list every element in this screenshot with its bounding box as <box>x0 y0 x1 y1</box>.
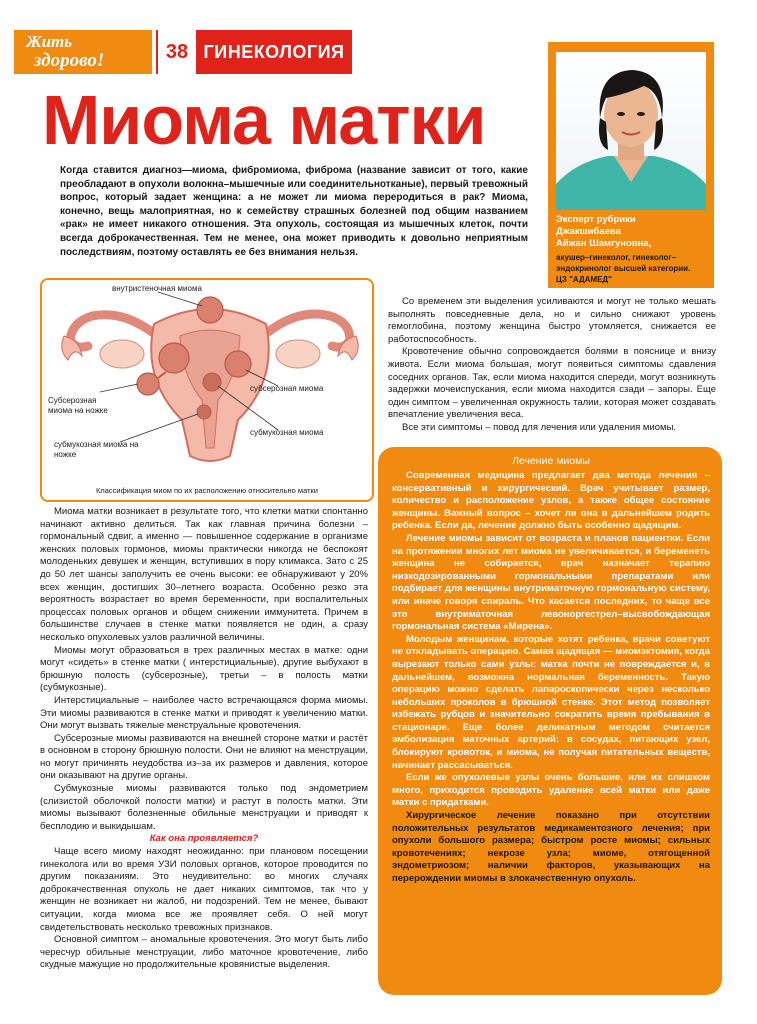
expert-surname: Джакшибаева <box>556 226 621 237</box>
paragraph: Чаще всего миому находят неожиданно: при плановом посещении гинеколога или во время УЗИ половых органов, которое проводится по другим показаниям. Это неудивительно: во многих случаях доброкачественная опухоль не дает никаких симптомов, так что у женщин не возникает ни жалоб, ни подозрений. Тем не менее, бывают ситуации, когда миома все же проявляет себя. О ней могут свидетельствовать несколько тревожных признаков. <box>40 846 368 933</box>
left-column-text <box>40 506 368 972</box>
article-lead: Когда ставится диагноз—миома, фибромиома, фиброма (название зависит от того, какие преобладают в опухоли волокна–мышечные или соединительнотканые), первый тревожный вопрос, который задает женщина: а не может ли миома переродиться в рак? Миома, конечно, вещь малоприятная, но к семейству страшных болезней под общим названием «рак» не имеет никакого отношения. Эта опухоль, состоящая из мышечных клеток, почти всегда доброкачественная. Тем не менее, она может приводить к довольно неприятным последствиям, поэтому оставлять ее без внимания нельзя. <box>60 165 528 258</box>
paragraph: Миома матки возникает в результате того, что клетки матки спонтанно начинают активно делиться. Так как главная причина болезни – гормональный сдвиг, а именно — повышенное содержание в организме женских половых гормонов, миомы практически никогда не беспокоят молоденьких девушек и женщин, вступивших в пору климакса. Зато с 25 до 50 лет шансы заполучить ее очень высоки: ее обнаруживают у 20% всех женщин, достигших 30–летнего возраста. Особенно резко эта вероятность возрастает во время беременности, при воспалительных процессах половых органов и общем снижении иммунитета. Причем в большинстве случаев в стенке матки появляется не один, а сразу несколько опухолевых узлов различной величины. <box>40 506 368 643</box>
subheading: Как она проявляется? <box>149 833 259 845</box>
label-subserous: субсерозная миома <box>250 384 324 393</box>
label-submucous-stalk: субмукозная миома на ножке <box>54 440 139 459</box>
paragraph: Субмукозные миомы развиваются только под эндометрием (слизистой оболочкой полости матки) и растут в полость матки. Эти миомы вызывают болезненные обильные менструации и приводят к бесплодию и выкидышам. <box>40 783 368 832</box>
treatment-paragraph: Молодым женщинам, которые хотят ребенка, врачи советуют не откладывать операцию. Самая щадящая — миомэктомия, когда вырезают только сами узлы: матка почти не повреждается и, в дальнейшем, возможна нормальная беременность. Такую операцию можно сделать лапароскопически через несколько небольших проколов в брюшной стенке. Этот метод позволяет избежать рубцов и значительно сократить время пребывания в стационаре. Еще более деликатным методом считается эмболизация маточных артерий: в сосудах, питающих узел, блокируют кровоток, и миома, не получая питательных веществ, начинает рассасываться. <box>392 633 710 771</box>
label-subserous-stalk: Субсерозная миома на ножке <box>48 396 108 415</box>
expert-caption <box>556 214 710 285</box>
expert-position: акушер–гинеколог, гинеколог–эндокринолог высшей категории. <box>556 253 691 273</box>
expert-card <box>548 42 714 288</box>
paragraph: Интерстициальные – наиболее часто встречающаяся форма миомы. Эти миомы развиваются в стенке матки и приводят к увеличению матки. Они могут вызвать тяжелые менструальные кровотечения. <box>40 694 368 732</box>
diagram-caption: Классификация миом по их расположению относительно матки <box>96 486 318 495</box>
label-intramural: внутристеночная миома <box>112 284 202 293</box>
treatment-box <box>378 447 722 995</box>
logo-line-2: здорово! <box>34 50 105 71</box>
expert-label: Эксперт рубрики <box>556 214 636 225</box>
expert-given-name: Айжан Шамгуновна, <box>556 238 652 249</box>
paragraph: Кровотечение обычно сопровождается болями в пояснице и внизу живота. Если миома большая, могут появиться симптомы сдавления соседних органов. Так, если миома находится спереди, могут возникнуть задержки мочеиспускания, если миома находится сзади – запоры. Еще один симптом – увеличенная окружность талии, которая может создавать впечатление увеличения веса. <box>388 346 716 421</box>
treatment-paragraph: Если же опухолевые узлы очень большие, или их слишком много, приходится проводить удаление всей матки или даже матки с придатками. <box>392 772 710 809</box>
paragraph: Основной симптом – аномальные кровотечения. Это могут быть либо чересчур обильные менструации, либо маточное кровотечение, либо скудные мажущие но продолжительные кровянистые выделения. <box>40 934 368 971</box>
article-title: Миома матки <box>42 81 486 159</box>
expert-photo <box>556 52 706 210</box>
paragraph: Субсерозные миомы развиваются на внешней стороне матки и растёт в основном в сторону брюшную полости. Они не влияют на менструации, но могут причинять неудобства из–за их размеров и давления, которое они оказывают на другие органы. <box>40 732 368 782</box>
treatment-paragraph: Современная медицина предлагает два метода лечения – консервативный и хирургический. Врач учитывает размер, количество и расположение узлов, а также общее состояние женщины. Важный вопрос – хочет ли она в дальнейшем родить ребенка. Если да, лечение должно быть особенно щадящим. <box>392 470 710 532</box>
magazine-logo <box>14 30 152 74</box>
paragraph: Со временем эти выделения усиливаются и могут не только мешать выполнять повседневные дела, но и сильно снижают уровень гемоглобина, поэтому женщина быстро утомляется, снижается ее работоспособность. <box>388 296 716 345</box>
expert-organization: ЦЗ "АДАМЕД" <box>556 275 612 284</box>
paragraph: Все эти симптомы – повод для лечения или удаления миомы. <box>402 421 677 433</box>
section-title: ГИНЕКОЛОГИЯ <box>196 30 352 74</box>
page-number: 38 <box>156 30 198 74</box>
logo-line-1: Жить <box>26 32 73 51</box>
treatment-paragraph: Лечение миомы зависит от возраста и планов пациентки. Если на протяжении многих лет миома не увеличивается, и беременеть женщина не собирается, врач назначает терапию низкодозированными гормональными препаратами или подбирает для женщины внутриматочную гормональную систему, или иначе говоря спираль. Что касается последних, то чаще все это внутриматочная левоноргестрел–высвобождающая гормональная система «Мирена». <box>392 532 710 633</box>
label-submucous: субмукозная миома <box>250 428 324 437</box>
paragraph: Миомы могут образоваться в трех различных местах в матке: одни могут «сидеть» в стенке матки ( интерстициальные), другие выбухают в брюшную полость (субсерозные), третьи – в полость матки (субмукозные). <box>40 644 368 694</box>
treatment-title: Лечение миомы <box>512 455 590 467</box>
fibroid-diagram <box>40 278 374 502</box>
right-column-text <box>388 296 716 435</box>
treatment-paragraph: Хирургическое лечение показано при отсутствии положительных результатов медикаментозного лечения; при опухоли большого размера; быстром росте миомы; сильных кровотечениях; некрозе узла; миоме, отягощенной эндометриозом; наличии факторов, указывающих на перерождении миомы в злокачественную опухоль. <box>392 810 710 884</box>
